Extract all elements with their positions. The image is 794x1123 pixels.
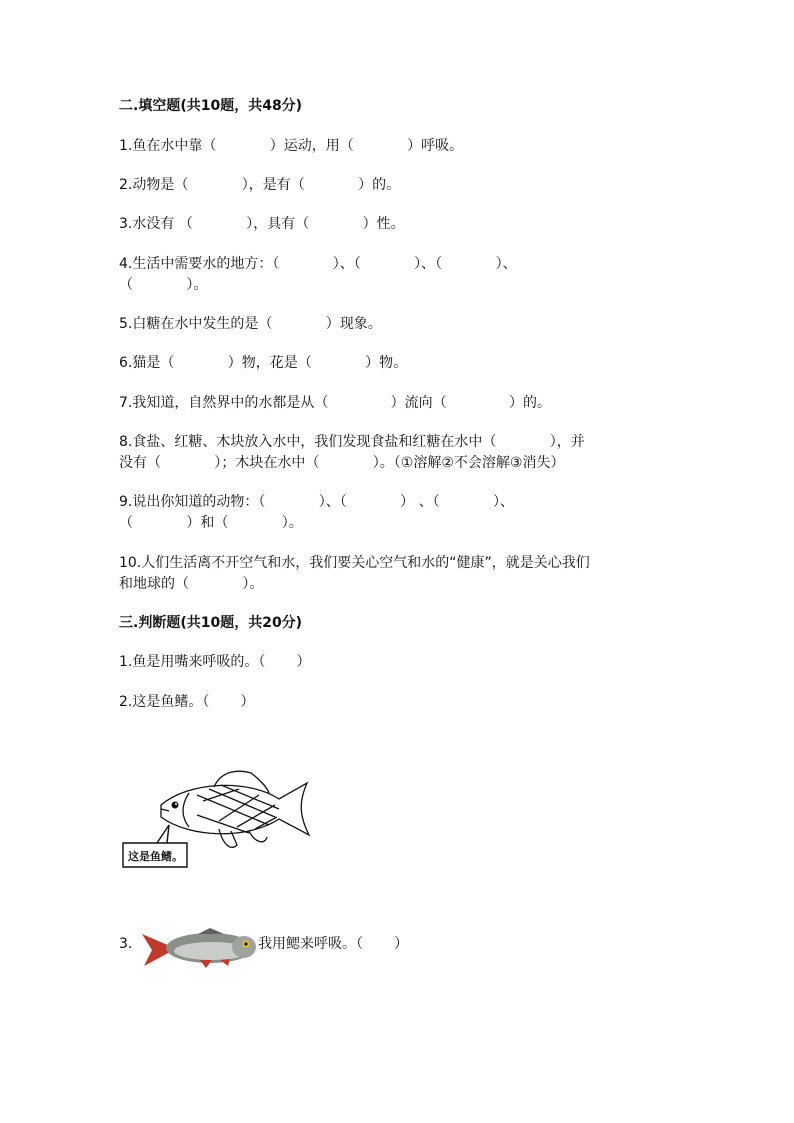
fill-question-3: 3.水没有 （ ），具有（ ）性。 (119, 216, 405, 232)
fill-question-9-line1: 9.说出你知道的动物：（ ）、（ ） 、（ ）、 (119, 494, 515, 510)
fill-question-8-line2: 没有（ ）；木块在水中（ ）。（①溶解②不会溶解③消失） (119, 455, 565, 471)
fill-question-10-line1: 10.人们生活离不开空气和水，我们要关心空气和水的“健康”，就是关心我们 (119, 555, 590, 571)
fill-question-9-line2: （ ）和（ ）。 (119, 515, 303, 531)
fill-question-6: 6.猫是（ ）物，花是（ ）物。 (119, 355, 408, 371)
fill-question-7: 7.我知道，自然界中的水都是从（ ）流向（ ）的。 (119, 395, 551, 411)
judge-section-heading: 三.判断题(共10题，共20分) (119, 615, 303, 631)
judge-question-3-text: 我用鳃来呼吸。（ ） (258, 936, 409, 952)
fill-question-4-line2: （ ）。 (119, 277, 208, 293)
fill-question-2: 2.动物是（ ），是有（ ）的。 (119, 177, 401, 193)
fish-speech-caption: 这是鱼鳍。 (128, 850, 183, 863)
fill-question-5: 5.白糖在水中发生的是（ ）现象。 (119, 316, 382, 332)
fill-question-8-line1: 8.食盐、红糖、木块放入水中，我们发现食盐和红糖在水中（ ），并 (119, 434, 585, 450)
fill-section-heading: 二.填空题(共10题，共48分) (119, 98, 303, 114)
judge-question-2: 2.这是鱼鳍。（ ） (119, 694, 255, 710)
fill-question-4-line1: 4.生活中需要水的地方：（ ）、（ ）、（ ）、 (119, 256, 517, 272)
fish-line-drawing (119, 765, 319, 875)
judge-question-1: 1.鱼是用嘴来呼吸的。（ ） (119, 654, 311, 670)
fill-question-10-line2: 和地球的（ ）。 (119, 576, 264, 592)
judge-question-3-number: 3. (119, 936, 133, 952)
fill-question-1: 1.鱼在水中靠（ ）运动，用（ ）呼吸。 (119, 138, 464, 154)
fish-photo (140, 926, 258, 970)
